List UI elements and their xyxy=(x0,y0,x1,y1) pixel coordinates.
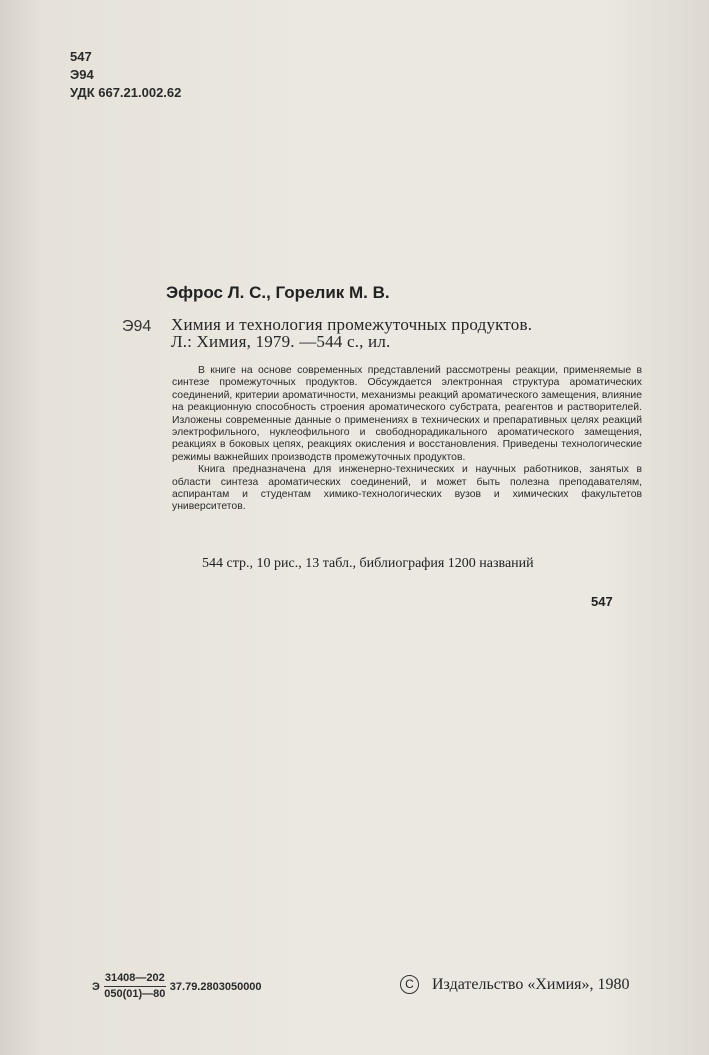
udk-code: УДК 667.21.002.62 xyxy=(70,85,182,100)
publication-info: Л.: Химия, 1979. —544 с., ил. xyxy=(171,332,391,351)
catalog-code-index: Э94 xyxy=(70,67,94,82)
publisher-code-denominator: 050(01)—80 xyxy=(104,988,166,1000)
abstract xyxy=(172,365,642,514)
copyright-notice xyxy=(400,975,630,994)
publisher-code-prefix: Э xyxy=(92,980,100,993)
abstract-paragraph-2: Книга предназначена для инженерно-технических и научных работников, занятых в области синтеза ароматических соединений, и может быть полезна преподавателям, аспирантам и студентам химико-технологических вузов и химических факультетов университетов. xyxy=(172,464,642,513)
page-number: 547 xyxy=(591,594,613,609)
catalog-codes xyxy=(70,48,181,102)
copyright-text: Издательство «Химия», 1980 xyxy=(432,975,630,993)
book-title: Химия и технология промежуточных продуктов. xyxy=(171,315,533,334)
authors-line: Эфрос Л. С., Горелик М. В. xyxy=(166,283,390,302)
catalog-code-number: 547 xyxy=(70,49,92,64)
publisher-code-fraction xyxy=(104,972,166,1001)
book-stats: 544 стр., 10 рис., 13 табл., библиография 1200 названий xyxy=(202,556,534,571)
library-index-code: Э94 xyxy=(122,318,152,335)
abstract-paragraph-1: В книге на основе современных представлений рассмотрены реакции, применяемые в синтезе промежуточных продуктов. Обсуждается электронная структура ароматических соединений, критерии ароматичности, механизмы реакций ароматического замещения, влияние на реакционную способность строения ароматического субстрата, реагентов и растворителей. Изложены современные данные о применениях в технических и препаративных целях реакций электрофильного, нуклеофильного и свободнорадикального ароматического замещения, реакциях в боковых цепях, реакциях окисления и восстановления. Приведены технологические режимы важнейших производств промежуточных продуктов. xyxy=(172,365,642,463)
publisher-code-numerator: 31408—202 xyxy=(104,972,166,987)
publisher-code-suffix: 37.79.2803050000 xyxy=(169,980,262,993)
copyright-icon: C xyxy=(400,975,419,994)
publisher-code xyxy=(92,972,262,1001)
